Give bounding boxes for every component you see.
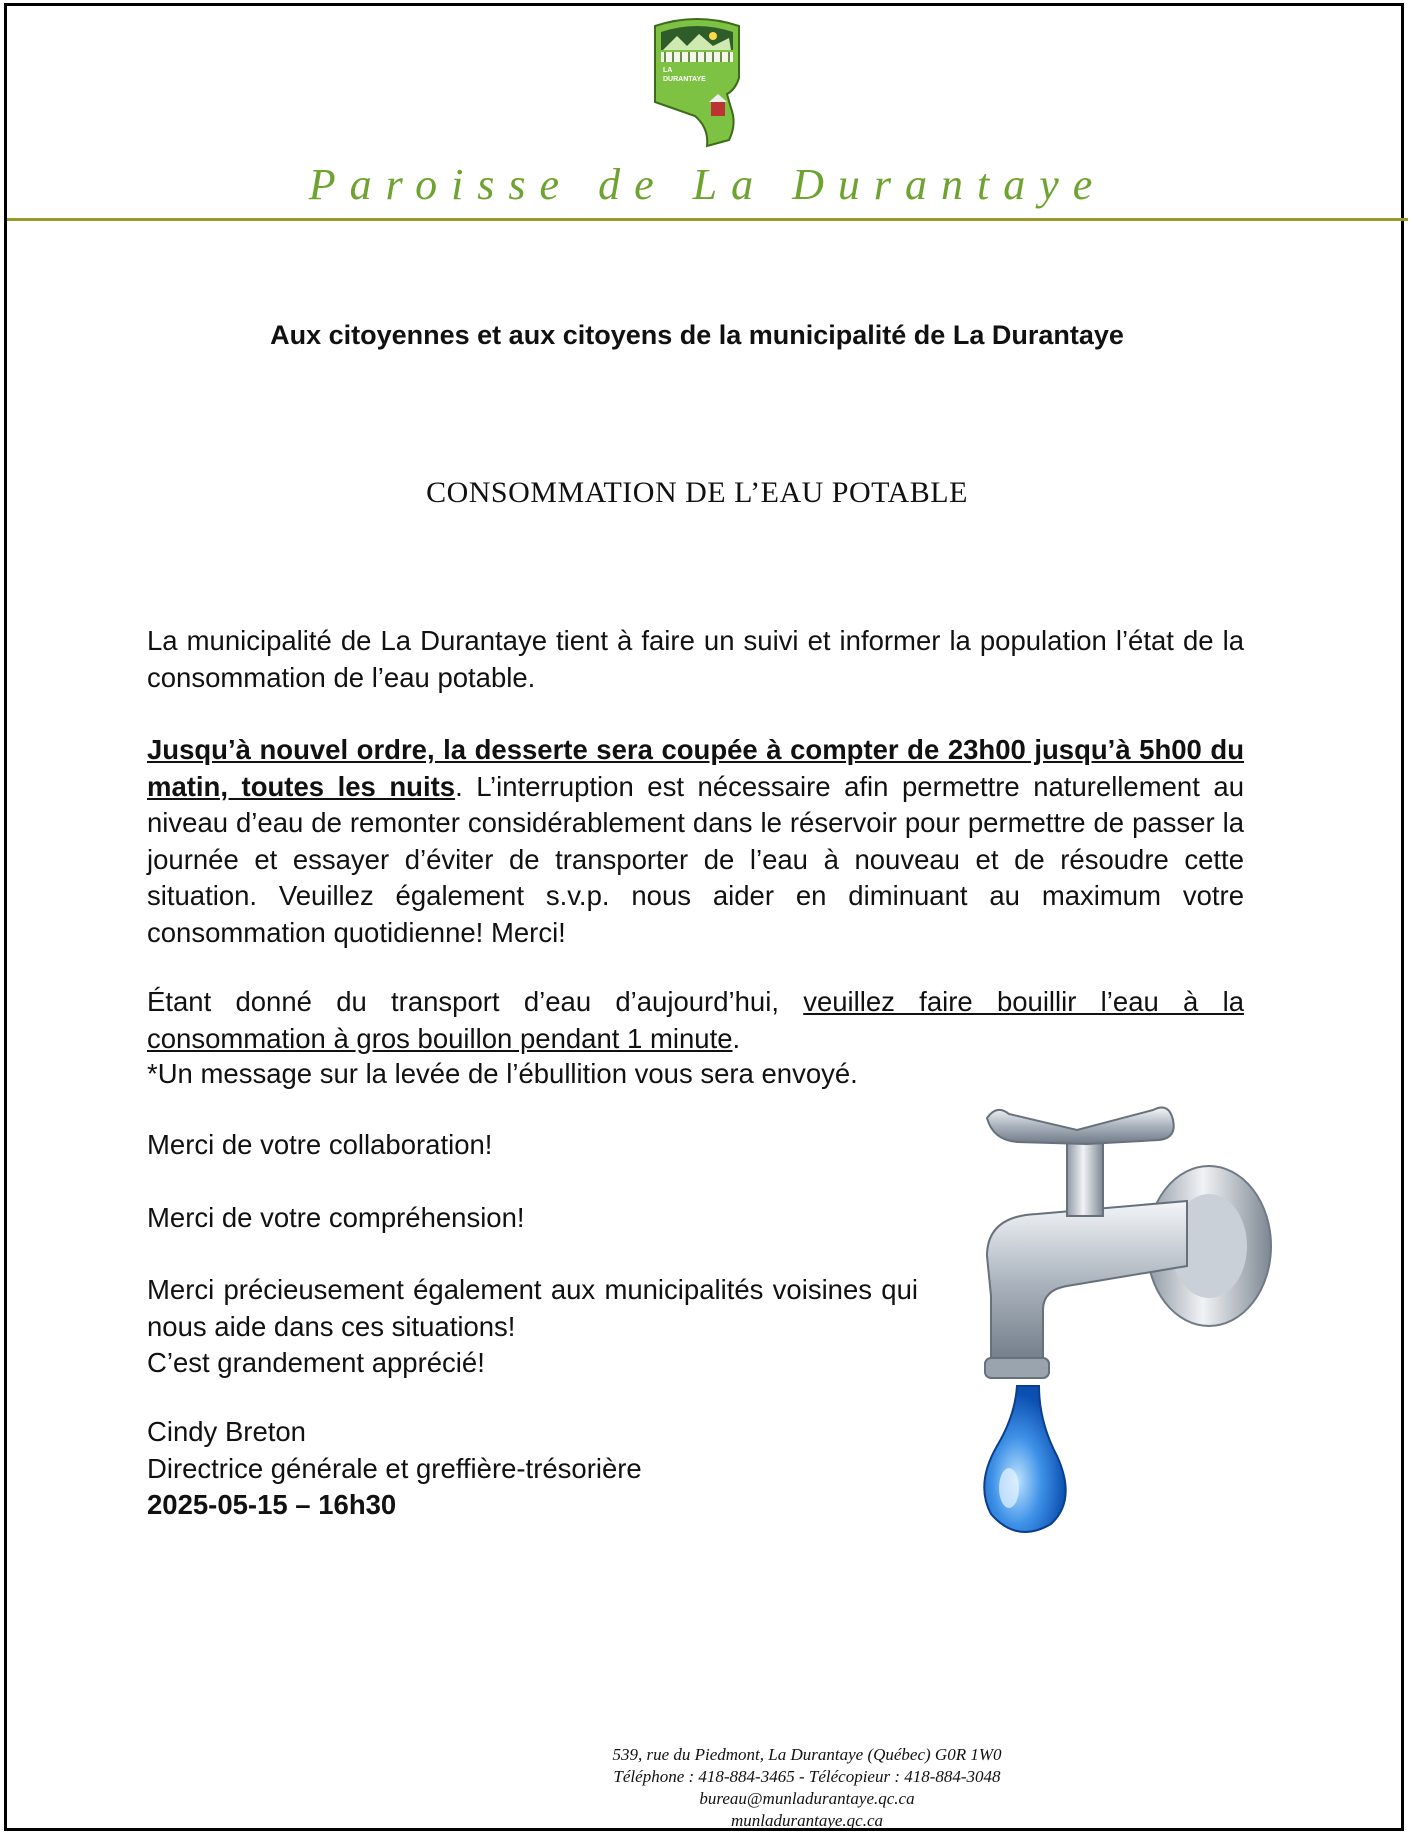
signatory-name: Cindy Breton bbox=[147, 1416, 306, 1447]
intro-paragraph: La municipalité de La Durantaye tient à faire un suivi et informer la population l’état de la consommation de l’eau potable. bbox=[147, 625, 1244, 693]
parish-title: Paroisse de La Durantaye bbox=[308, 160, 1107, 209]
water-cut-notice: Jusqu’à nouvel ordre, la desserte sera coupée à compter de 23h00 jusqu’à 5h00 du matin, toutes les nuits bbox=[147, 734, 1244, 802]
notice-subject: CONSOMMATION DE L’EAU POTABLE bbox=[426, 476, 968, 509]
appreciated-line: C’est grandement apprécié! bbox=[147, 1347, 485, 1378]
footer-website: munladurantaye.qc.ca bbox=[730, 1811, 884, 1830]
water-cut-details: . L’interruption est nécessaire afin permettre naturellement au niveau d’eau de remonter considérablement dans le réservoir pour permettre de passer la journée et essayer d’éviter de transporter de l’eau à nouveau et de résoudre cette situation. Veuillez également s.v.p. nous aider en diminuant au maximum votre consommation quotidienne! Merci! bbox=[147, 770, 1244, 948]
footer-phones: Téléphone : 418-884-3465 - Télécopieur : 418-884-3048 bbox=[613, 1767, 1001, 1786]
water-faucet-drop-icon bbox=[947, 1096, 1287, 1546]
boil-end: . bbox=[732, 1022, 741, 1054]
thanks-collaboration: Merci de votre collaboration! bbox=[147, 1129, 493, 1160]
thanks-understanding: Merci de votre compréhension! bbox=[147, 1202, 525, 1233]
footer-address: 539, rue du Piedmont, La Durantaye (Québec) G0R 1W0 bbox=[612, 1745, 1002, 1764]
greeting-heading: Aux citoyennes et aux citoyens de la municipalité de La Durantaye bbox=[270, 320, 1124, 350]
crest-text-la: LA bbox=[663, 67, 673, 74]
signatory-title: Directrice générale et greffière-trésorière bbox=[147, 1452, 642, 1484]
document-page bbox=[4, 3, 1404, 1831]
thanks-neighbors-block bbox=[147, 1272, 918, 1382]
crest-text-durantaye: DURANTAYE bbox=[663, 76, 706, 83]
boil-instruction: veuillez faire bouillir l’eau à la consommation à gros bouillon pendant 1 minute bbox=[147, 986, 1244, 1054]
water-cut-paragraph bbox=[147, 732, 1244, 951]
thanks-neighbors: Merci précieusement également aux municipalités voisines qui nous aide dans ces situations! bbox=[147, 1274, 918, 1342]
footer-email: bureau@munladurantaye.qc.ca bbox=[699, 1789, 915, 1808]
boil-note: *Un message sur la levée de l’ébullition vous sera envoyé. bbox=[147, 1058, 858, 1089]
footer-contact bbox=[307, 1744, 1307, 1832]
boil-water-paragraph bbox=[147, 984, 1244, 1057]
notice-datetime: 2025-05-15 – 16h30 bbox=[147, 1489, 397, 1520]
municipal-crest-icon bbox=[647, 16, 747, 151]
boil-intro: Étant donné du transport d’eau d’aujourd’hui, bbox=[147, 986, 804, 1017]
header-divider bbox=[7, 218, 1408, 221]
